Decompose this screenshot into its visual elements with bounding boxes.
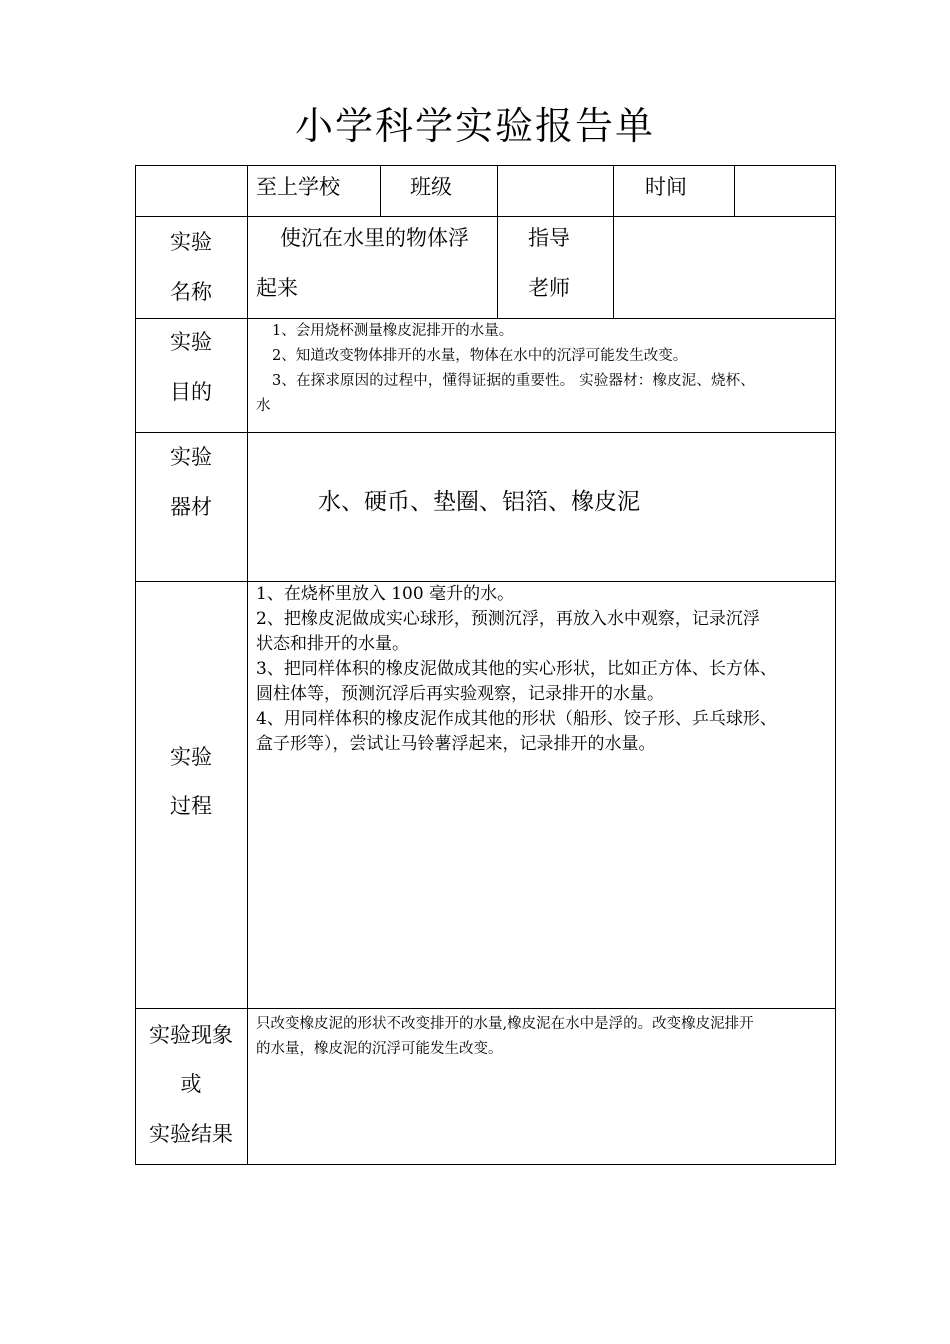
process-line-4: 3、把同样体积的橡皮泥做成其他的实心形状，比如正方体、长方体、 bbox=[256, 659, 777, 679]
result-label-line1: 实验现象 bbox=[149, 1023, 233, 1047]
purpose-line-2: 2、知道改变物体排开的水量，物体在水中的沉浮可能发生改变。 bbox=[272, 348, 688, 364]
column-divider bbox=[247, 165, 248, 1165]
result-label-line3: 实验结果 bbox=[149, 1122, 233, 1146]
materials-list: 水、硬币、垫圈、铝箔、橡皮泥 bbox=[318, 489, 640, 515]
purpose-line-1: 1、会用烧杯测量橡皮泥排开的水量。 bbox=[272, 323, 514, 339]
materials-label-line2: 器材 bbox=[170, 495, 212, 519]
purpose-line-4: 水 bbox=[256, 398, 271, 414]
materials-label-line1: 实验 bbox=[170, 445, 212, 469]
row-divider bbox=[135, 216, 836, 217]
table-border-left bbox=[135, 165, 136, 1165]
column-divider bbox=[497, 165, 498, 318]
teacher-label-line1: 指导 bbox=[528, 226, 570, 250]
time-label: 时间 bbox=[645, 175, 687, 199]
time-value[interactable] bbox=[742, 175, 827, 203]
teacher-value[interactable] bbox=[622, 226, 827, 306]
process-line-7: 盒子形等），尝试让马铃薯浮起来，记录排开的水量。 bbox=[256, 734, 656, 754]
experiment-name-line2: 起来 bbox=[256, 276, 298, 300]
teacher-label-line2: 老师 bbox=[528, 276, 570, 300]
process-line-6: 4、用同样体积的橡皮泥作成其他的形状（船形、饺子形、乒乓球形、 bbox=[256, 709, 777, 729]
result-line-2: 的水量，橡皮泥的沉浮可能发生改变。 bbox=[256, 1041, 503, 1057]
purpose-line-3: 3、在探求原因的过程中，懂得证据的重要性。 实验器材：橡皮泥、烧杯、 bbox=[272, 373, 755, 389]
process-label-line2: 过程 bbox=[170, 794, 212, 818]
table-border-right bbox=[835, 165, 836, 1165]
school-name: 至上学校 bbox=[256, 175, 340, 199]
row-divider bbox=[135, 432, 836, 433]
process-line-1: 1、在烧杯里放入 100 毫升的水。 bbox=[256, 584, 515, 604]
process-line-2: 2、把橡皮泥做成实心球形，预测沉浮，再放入水中观察，记录沉浮 bbox=[256, 609, 760, 629]
experiment-name-label-line2: 名称 bbox=[170, 280, 212, 304]
process-line-3: 状态和排开的水量。 bbox=[256, 634, 409, 654]
result-label-line2: 或 bbox=[180, 1072, 202, 1096]
purpose-label-line2: 目的 bbox=[170, 380, 212, 404]
report-title: 小学科学实验报告单 bbox=[294, 104, 655, 148]
purpose-label-line1: 实验 bbox=[170, 330, 212, 354]
experiment-name-line1: 使沉在水里的物体浮 bbox=[280, 226, 469, 250]
table-border-bottom bbox=[135, 1164, 836, 1165]
class-value[interactable] bbox=[505, 175, 605, 203]
process-line-5: 圆柱体等，预测沉浮后再实验观察，记录排开的水量。 bbox=[256, 684, 664, 704]
result-line-1: 只改变橡皮泥的形状不改变排开的水量,橡皮泥在水中是浮的。改变橡皮泥排开 bbox=[256, 1016, 754, 1032]
column-divider bbox=[734, 165, 735, 216]
column-divider bbox=[380, 165, 381, 216]
class-label: 班级 bbox=[410, 175, 452, 199]
experiment-name-label-line1: 实验 bbox=[170, 230, 212, 254]
table-border-top bbox=[135, 165, 836, 166]
row-divider bbox=[135, 1008, 836, 1009]
process-label-line1: 实验 bbox=[170, 745, 212, 769]
column-divider bbox=[613, 165, 614, 318]
